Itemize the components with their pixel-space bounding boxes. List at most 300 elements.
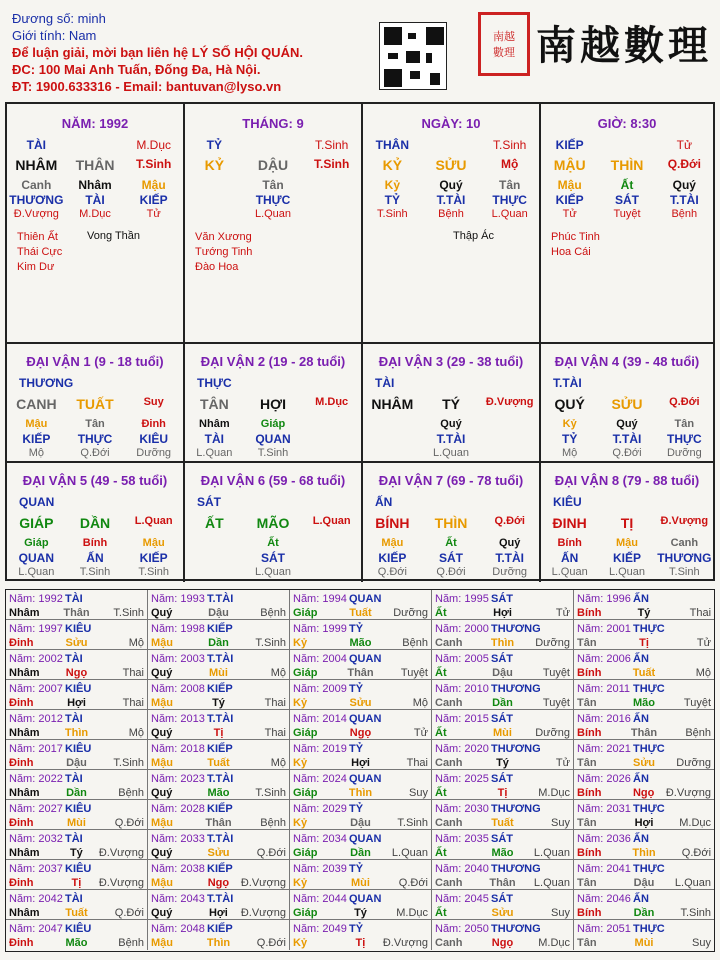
- year-star: THỰC: [633, 743, 665, 755]
- year-cell: [432, 770, 574, 800]
- year-branch: Hợi: [493, 607, 512, 619]
- year-label: Năm: 2026: [577, 773, 631, 785]
- year-cell: [6, 680, 148, 710]
- special-star: Đào Hoa: [195, 261, 239, 273]
- year-branch: Tị: [213, 727, 224, 739]
- year-head: [9, 712, 144, 726]
- year-star: KIÊU: [65, 863, 92, 875]
- year-stem: Đinh: [9, 757, 34, 769]
- year-head: [293, 652, 428, 666]
- year-head: [293, 772, 428, 786]
- year-stem: Giáp: [293, 787, 318, 799]
- year-life: Dưỡng: [535, 637, 570, 649]
- year-life: Đ.Vượng: [240, 877, 286, 889]
- year-cell: [432, 590, 574, 620]
- hidden-stars: [7, 551, 183, 565]
- year-branch: Hợi: [67, 697, 86, 709]
- year-canchi: [577, 606, 711, 620]
- year-head: [577, 682, 711, 696]
- hidden-life-stage: [185, 208, 244, 220]
- year-stem: Mậu: [151, 937, 173, 949]
- hidden-stems: [541, 178, 713, 192]
- year-life: T.Sinh: [397, 817, 428, 829]
- year-cell: [6, 740, 148, 770]
- hidden-life-stage: [302, 566, 361, 578]
- hidden-stem: Ất: [620, 178, 634, 192]
- year-cell: [6, 710, 148, 740]
- hidden-star: KIẾP: [555, 193, 584, 207]
- special-star: Thái Cực: [17, 246, 63, 258]
- pillar-title: NGÀY: 10: [421, 116, 481, 131]
- hidden-life: [7, 208, 183, 220]
- heavenly-stem: GIÁP: [19, 515, 54, 531]
- year-head: [9, 772, 144, 786]
- year-head: [435, 712, 570, 726]
- year-canchi: [293, 666, 428, 680]
- year-label: Năm: 2038: [151, 863, 205, 875]
- year-cell: [290, 770, 432, 800]
- heavenly-stem: NHÂM: [15, 157, 58, 173]
- : [244, 138, 303, 152]
- special-star-2: Vong Thần: [87, 230, 141, 242]
- year-cell: [6, 590, 148, 620]
- year-canchi: [435, 876, 570, 890]
- year-star: THƯƠNG: [491, 803, 541, 815]
- year-star: KIÊU: [65, 623, 92, 635]
- pillar-stars: [185, 138, 361, 152]
- year-branch: Tị: [71, 877, 82, 889]
- year-canchi: [9, 606, 144, 620]
- hidden-life: [7, 447, 183, 459]
- year-label: Năm: 2027: [9, 803, 63, 815]
- year-label: Năm: 2035: [435, 833, 489, 845]
- hidden-stem: Kỷ: [384, 178, 400, 192]
- hidden-stem: Canh: [21, 178, 52, 192]
- dai-van-title: ĐẠI VẬN 5 (49 - 58 tuổi): [22, 473, 168, 488]
- year-cell: [6, 830, 148, 860]
- year-cell: [290, 890, 432, 920]
- year-label: Năm: 2003: [151, 653, 205, 665]
- special-star: Văn Xương: [195, 231, 252, 243]
- year-star: QUAN: [349, 713, 382, 725]
- seal-stamp: 南越 數理: [478, 12, 530, 76]
- hidden-life-stage: T.Sinh: [79, 566, 111, 578]
- hidden-stars: [363, 193, 539, 207]
- year-life: Tử: [696, 637, 712, 649]
- hidden-life-stage: Tuyệt: [613, 208, 641, 220]
- year-label: Năm: 2016: [577, 713, 631, 725]
- year-head: [9, 832, 144, 846]
- year-stem: Ất: [435, 727, 447, 739]
- hidden-life-stage: L.Quan: [254, 566, 292, 578]
- year-cell: [574, 860, 714, 890]
- hidden-life-stage: Q.Đới: [377, 566, 407, 578]
- year-star: TÀI: [65, 593, 83, 605]
- hidden-stem: Nhâm: [78, 178, 112, 192]
- hidden-stems: [7, 178, 183, 192]
- year-star: T.TÀI: [207, 893, 234, 905]
- year-life: Tử: [413, 727, 428, 739]
- year-branch: Dậu: [633, 877, 655, 889]
- year-branch: Thìn: [206, 937, 231, 949]
- hidden-stem: [185, 537, 244, 549]
- year-head: [577, 832, 711, 846]
- dai-van-cell: [363, 344, 541, 463]
- year-stem: Đinh: [9, 637, 34, 649]
- earthly-branch: THÌN: [610, 157, 644, 173]
- year-branch: Sửu: [65, 637, 88, 649]
- year-star: SÁT: [491, 893, 513, 905]
- year-life: L.Quan: [533, 877, 570, 889]
- year-canchi: [435, 606, 570, 620]
- year-canchi: [293, 756, 428, 770]
- year-canchi: [293, 906, 428, 920]
- dai-van-star: T.TÀI: [553, 376, 582, 390]
- year-cell: [432, 920, 574, 950]
- year-label: Năm: 1997: [9, 623, 63, 635]
- year-star: ẤN: [633, 833, 649, 845]
- year-cell: [148, 860, 290, 890]
- year-label: Năm: 2023: [151, 773, 205, 785]
- annual-years-table: [5, 589, 715, 952]
- year-branch: Dần: [492, 697, 513, 709]
- year-head: [293, 622, 428, 636]
- year-head: [151, 622, 286, 636]
- year-head: [293, 682, 428, 696]
- earthly-branch: DẬU: [257, 157, 289, 173]
- hidden-stars: [185, 193, 361, 207]
- year-life: Mộ: [128, 727, 144, 739]
- pillar-canchi: [185, 157, 361, 173]
- year-canchi: [577, 636, 711, 650]
- hidden-life-stage: Bệnh: [671, 208, 698, 220]
- year-life: Suy: [692, 937, 712, 949]
- dai-van-life: Q.Đới: [494, 515, 525, 527]
- hidden-life: [363, 208, 539, 220]
- hidden-life-stage: L.Quan: [18, 566, 55, 578]
- hidden-life-stage: [302, 447, 361, 459]
- year-life: Mộ: [270, 757, 286, 769]
- year-label: Năm: 2031: [577, 803, 631, 815]
- year-cell: [148, 650, 290, 680]
- year-branch: Tuất: [349, 607, 372, 619]
- year-branch: Mão: [633, 697, 655, 709]
- hidden-stars: [7, 432, 183, 446]
- heavenly-stem: NHÂM: [371, 396, 414, 412]
- hidden-stars: [541, 432, 713, 446]
- year-canchi: [577, 786, 711, 800]
- year-cell: [148, 620, 290, 650]
- year-head: [9, 622, 144, 636]
- year-branch: Sửu: [349, 697, 372, 709]
- year-label: Năm: 2000: [435, 623, 489, 635]
- dai-van-star: SÁT: [197, 495, 221, 509]
- year-cell: [290, 740, 432, 770]
- hidden-star: [185, 193, 244, 207]
- year-stem: Tân: [577, 757, 597, 769]
- hidden-life: [185, 447, 361, 459]
- dai-van-life: Đ.Vượng: [660, 515, 709, 527]
- hidden-star: KIẾP: [378, 551, 407, 565]
- year-star: QUAN: [349, 653, 382, 665]
- dai-van-canchi: [185, 515, 361, 531]
- dai-van-life: Q.Đới: [669, 396, 700, 408]
- year-canchi: [293, 696, 428, 710]
- hidden-star: T.TÀI: [612, 432, 642, 446]
- year-stem: Đinh: [9, 817, 34, 829]
- hidden-stem: Tân: [674, 418, 695, 430]
- year-star: THƯƠNG: [491, 743, 541, 755]
- year-canchi: [9, 636, 144, 650]
- year-stem: Tân: [577, 697, 597, 709]
- year-canchi: [9, 876, 144, 890]
- special-star-2: Thập Ác: [453, 230, 494, 242]
- hidden-star: [480, 432, 539, 446]
- dai-van-life: Đ.Vượng: [485, 396, 534, 408]
- pillar-stars: [363, 138, 539, 152]
- stem-life: T.Sinh: [315, 138, 349, 152]
- hidden-star: THƯƠNG: [657, 551, 712, 565]
- year-branch: Thân: [489, 877, 516, 889]
- year-branch: Thìn: [64, 727, 89, 739]
- year-cell: [432, 890, 574, 920]
- hidden-life-stage: L.Quan: [432, 447, 470, 459]
- year-life: Mộ: [128, 637, 144, 649]
- hidden-star: TÀI: [204, 432, 224, 446]
- hidden-stem: Đinh: [141, 418, 166, 430]
- hidden-stars: [541, 551, 713, 565]
- hidden-stars: [363, 551, 539, 565]
- year-stem: Kỷ: [293, 697, 308, 709]
- year-canchi: [151, 606, 286, 620]
- year-branch: Sửu: [207, 847, 230, 859]
- hidden-star: T.TÀI: [436, 432, 466, 446]
- year-canchi: [435, 636, 570, 650]
- year-branch: Mão: [65, 937, 88, 949]
- year-head: [9, 652, 144, 666]
- year-label: Năm: 1995: [435, 593, 489, 605]
- year-cell: [290, 710, 432, 740]
- hidden-life: [185, 208, 361, 220]
- dai-van-canchi: [541, 515, 713, 531]
- hidden-stem: Giáp: [24, 537, 49, 549]
- year-stem: Nhâm: [9, 847, 40, 859]
- year-life: Thai: [264, 727, 286, 739]
- year-cell: [148, 890, 290, 920]
- year-label: Năm: 2034: [293, 833, 347, 845]
- year-canchi: [151, 696, 286, 710]
- year-canchi: [151, 846, 286, 860]
- hidden-star: ẤN: [560, 551, 579, 565]
- year-branch: Tị: [639, 637, 649, 649]
- pillar-canchi: [541, 157, 713, 173]
- dai-van-canchi: [363, 515, 539, 531]
- hidden-stem: Mậu: [615, 537, 638, 549]
- year-head: [151, 802, 286, 816]
- hidden-life-stage: Bệnh: [438, 208, 464, 220]
- year-branch: Mùi: [351, 877, 370, 889]
- year-stem: Giáp: [293, 727, 318, 739]
- year-cell: [432, 680, 574, 710]
- year-label: Năm: 2020: [435, 743, 489, 755]
- branch-life: T.Sinh: [314, 157, 350, 171]
- year-star: THƯƠNG: [491, 863, 541, 875]
- year-label: Năm: 2048: [151, 923, 205, 935]
- year-life: Suy: [409, 787, 428, 799]
- earthly-branch: THÌN: [434, 515, 468, 531]
- year-stem: Quý: [151, 727, 173, 739]
- year-branch: Sửu: [491, 907, 514, 919]
- year-branch: Sửu: [632, 757, 656, 769]
- year-star: ẤN: [633, 773, 649, 785]
- hidden-life-stage: T.Sinh: [257, 447, 289, 459]
- hidden-stem: Quý: [439, 178, 463, 192]
- year-star: T.TÀI: [207, 833, 234, 845]
- year-label: Năm: 2012: [9, 713, 63, 725]
- year-stem: Nhâm: [9, 607, 40, 619]
- year-label: Năm: 2041: [577, 863, 631, 875]
- year-stem: Nhâm: [9, 667, 40, 679]
- year-label: Năm: 2018: [151, 743, 205, 755]
- hidden-stem: [302, 178, 361, 192]
- hidden-stem: Quý: [672, 178, 696, 192]
- year-life: Q.Đới: [114, 907, 144, 919]
- dai-van-title: ĐẠI VẬN 2 (19 - 28 tuổi): [200, 354, 346, 369]
- year-stem: Quý: [151, 607, 173, 619]
- year-star: QUAN: [349, 893, 382, 905]
- year-branch: Mùi: [67, 817, 86, 829]
- stem-star: TỶ: [206, 138, 222, 152]
- year-star: SÁT: [491, 833, 513, 845]
- year-canchi: [577, 876, 711, 890]
- year-cell: [574, 590, 714, 620]
- hidden-stem: Mậu: [381, 537, 404, 549]
- hidden-star: KIẾP: [139, 551, 168, 565]
- hidden-star: THƯƠNG: [9, 193, 64, 207]
- hidden-star: [302, 193, 361, 207]
- year-stem: Kỷ: [293, 937, 308, 949]
- year-label: Năm: 2010: [435, 683, 489, 695]
- year-head: [435, 742, 570, 756]
- hidden-stems: [185, 178, 361, 192]
- year-star: THƯƠNG: [491, 623, 541, 635]
- year-stem: Tân: [577, 637, 597, 649]
- hidden-stem: [302, 418, 361, 430]
- year-life: Bệnh: [260, 817, 286, 829]
- year-head: [293, 802, 428, 816]
- year-life: Bệnh: [260, 607, 286, 619]
- year-canchi: [151, 786, 286, 800]
- year-canchi: [293, 606, 428, 620]
- hidden-life-stage: [480, 447, 539, 459]
- hidden-stem: Ất: [445, 537, 457, 549]
- year-stem: Kỷ: [293, 817, 308, 829]
- year-life: Đ.Vượng: [240, 907, 286, 919]
- hidden-star: TỶ: [384, 193, 400, 207]
- year-label: Năm: 2017: [9, 743, 63, 755]
- year-canchi: [293, 816, 428, 830]
- year-stem: Nhâm: [9, 727, 40, 739]
- hidden-life-stage: Đ.Vượng: [13, 208, 59, 220]
- stem-star: KIẾP: [555, 138, 584, 152]
- year-cell: [6, 770, 148, 800]
- year-star: TÀI: [65, 833, 83, 845]
- year-star: KIẾP: [207, 743, 233, 755]
- year-canchi: [435, 906, 570, 920]
- hidden-life-stage: [185, 566, 244, 578]
- year-stem: Tân: [577, 877, 597, 889]
- year-branch: Thân: [347, 667, 374, 679]
- year-label: Năm: 2006: [577, 653, 631, 665]
- dai-van-cell: [541, 344, 713, 463]
- year-life: Dưỡng: [535, 727, 570, 739]
- year-stem: Giáp: [293, 607, 318, 619]
- year-star: TÀI: [65, 773, 83, 785]
- hidden-life-stage: Q.Đới: [80, 447, 110, 459]
- year-stem: Bính: [577, 607, 602, 619]
- year-branch: Thân: [630, 727, 658, 739]
- year-life: Đ.Vượng: [98, 847, 144, 859]
- year-life: M.Dục: [538, 787, 570, 799]
- year-cell: [574, 890, 714, 920]
- year-canchi: [435, 786, 570, 800]
- year-stem: Tân: [577, 817, 597, 829]
- year-star: KIÊU: [65, 923, 92, 935]
- year-branch: Tuất: [65, 907, 88, 919]
- dai-van-life: L.Quan: [134, 515, 173, 527]
- year-life: Q.Đới: [681, 847, 712, 859]
- year-label: Năm: 2049: [293, 923, 347, 935]
- year-stem: Nhâm: [9, 907, 40, 919]
- year-star: KIẾP: [207, 863, 233, 875]
- heavenly-stem: ẤT: [205, 515, 224, 531]
- year-star: TỶ: [349, 743, 364, 755]
- year-star: SÁT: [491, 713, 513, 725]
- stem-star: TÀI: [26, 138, 46, 152]
- year-branch: Mùi: [209, 667, 228, 679]
- dai-van-canchi: [7, 396, 183, 412]
- year-star: ẤN: [633, 653, 649, 665]
- year-life: Thai: [122, 667, 144, 679]
- hidden-star: [363, 432, 422, 446]
- year-canchi: [577, 936, 711, 950]
- hidden-stems: [541, 537, 713, 549]
- year-stem: Ất: [435, 847, 447, 859]
- hidden-star: THỰC: [667, 432, 702, 446]
- year-head: [151, 922, 286, 936]
- year-life: Tử: [555, 757, 570, 769]
- year-label: Năm: 2042: [9, 893, 63, 905]
- year-head: [435, 802, 570, 816]
- year-label: Năm: 2022: [9, 773, 63, 785]
- year-cell: [290, 650, 432, 680]
- pillar-stars: [541, 138, 713, 152]
- year-stem: Bính: [577, 787, 602, 799]
- year-stem: Ất: [435, 667, 447, 679]
- heavenly-stem: BÍNH: [375, 515, 410, 531]
- year-life: Q.Đới: [114, 817, 144, 829]
- special-star: Thiên Ất: [17, 231, 58, 243]
- year-stem: Mậu: [151, 757, 173, 769]
- year-head: [151, 682, 286, 696]
- earthly-branch: SỬU: [435, 157, 467, 173]
- year-head: [435, 922, 570, 936]
- heavenly-stem: KỶ: [204, 157, 225, 173]
- year-branch: Tị: [355, 937, 366, 949]
- year-life: Mộ: [695, 667, 712, 679]
- year-label: Năm: 2019: [293, 743, 347, 755]
- year-head: [577, 772, 711, 786]
